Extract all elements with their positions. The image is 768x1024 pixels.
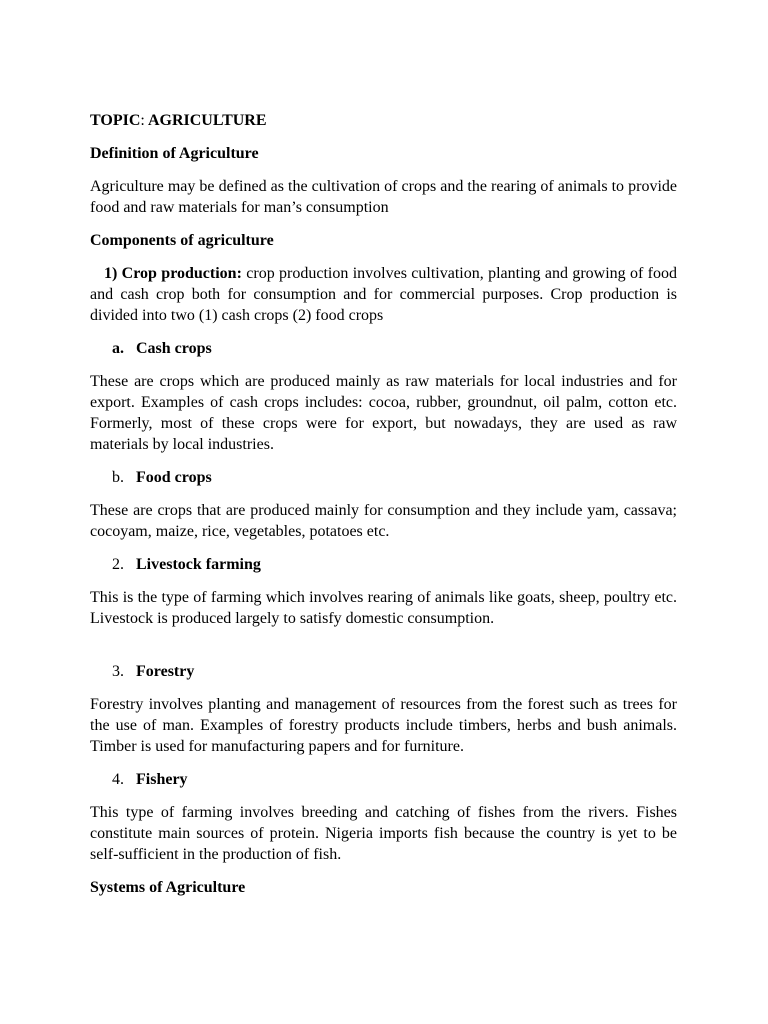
food-crops-heading (90, 467, 677, 488)
livestock-marker: 2. (112, 556, 124, 573)
forestry-heading (90, 661, 677, 682)
document-page (90, 110, 677, 910)
blank-line (90, 641, 677, 661)
food-crops-marker: b. (112, 469, 124, 486)
crop-production-lead: 1) Crop production: (104, 265, 242, 282)
cash-crops-heading (90, 338, 677, 359)
topic-title (90, 110, 677, 131)
fishery-paragraph: This type of farming involves breeding and catching of fishes from the rivers. Fishes constitute main sources of protein. Nigeria imports fish because the country is yet to be self-sufficient in the production of fish. (90, 804, 677, 863)
fishery-marker: 4. (112, 771, 124, 788)
definition-heading: Definition of Agriculture (90, 145, 259, 162)
fishery-label: Fishery (136, 771, 188, 788)
fishery-heading (90, 769, 677, 790)
definition-paragraph: Agriculture may be defined as the cultivation of crops and the rearing of animals to provide food and raw materials for man’s consumption (90, 178, 677, 216)
components-heading: Components of agriculture (90, 232, 274, 249)
livestock-label: Livestock farming (136, 556, 261, 573)
systems-heading: Systems of Agriculture (90, 879, 246, 896)
cash-crops-marker: a. (112, 340, 124, 357)
cash-crops-label: Cash crops (136, 340, 212, 357)
topic-label: TOPIC (90, 112, 141, 129)
crop-production-paragraph (90, 263, 677, 326)
forestry-marker: 3. (112, 663, 124, 680)
cash-crops-paragraph: These are crops which are produced mainly as raw materials for local industries and for export. Examples of cash crops includes: cocoa, rubber, groundnut, oil palm, cotton etc. Formerly, most of these crops were for export, but nowadays, they are used as raw materials by local industries. (90, 373, 677, 453)
topic-value: AGRICULTURE (147, 112, 267, 129)
livestock-paragraph: This is the type of farming which involves rearing of animals like goats, sheep, poultry etc. Livestock is produced largely to satisfy domestic consumption. (90, 589, 677, 627)
forestry-label: Forestry (136, 663, 195, 680)
forestry-paragraph: Forestry involves planting and management of resources from the forest such as trees for the use of man. Examples of forestry products include timbers, herbs and bush animals. Timber is used for manufacturing papers and for furniture. (90, 696, 677, 755)
crop-production-text: crop production involves cultivation, planting and growing of food and cash crop both for consumption and for commercial purposes. Crop production is divided into two (1) cash crops (2) food crops (90, 265, 678, 324)
food-crops-label: Food crops (136, 469, 212, 486)
livestock-heading (90, 554, 677, 575)
food-crops-paragraph: These are crops that are produced mainly for consumption and they include yam, cassava; cocoyam, maize, rice, vegetables, potatoes etc. (90, 502, 677, 540)
topic-colon: : (140, 112, 145, 129)
